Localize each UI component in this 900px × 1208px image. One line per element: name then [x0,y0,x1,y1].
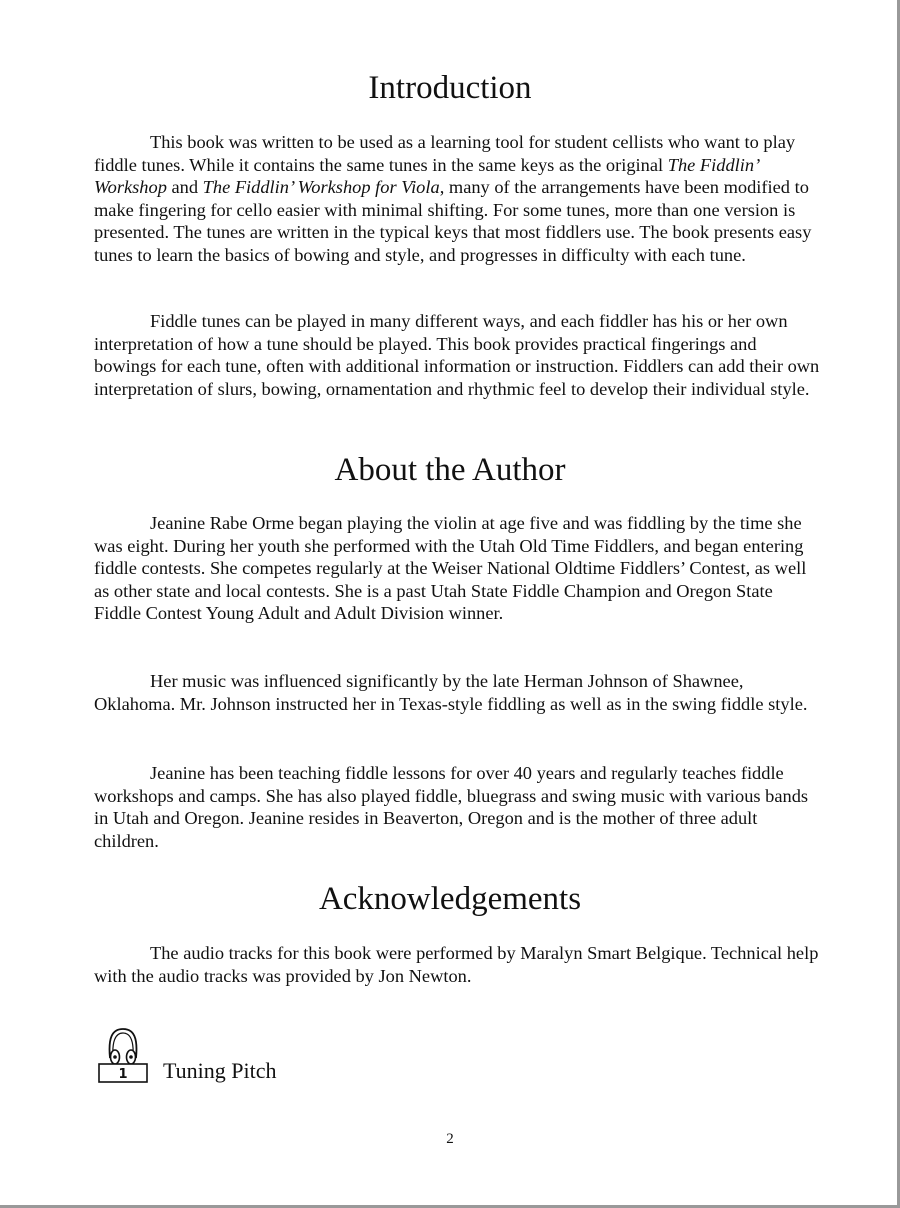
introduction-heading: Introduction [368,70,532,106]
introduction-paragraph-1 [94,131,820,266]
audio-track [97,1024,397,1088]
about-paragraph-1: Jeanine Rabe Orme began playing the violin at age five and was fiddling by the time she was eight. During her youth she performed with the Utah Old Time Fiddlers, and began entering fiddle contests. She competes regularly at the Weiser National Oldtime Fiddlers’ Contest, as well as other state and local contests. She is a past Utah State Fiddle Champion and Oregon State Fiddle Contest Young Adult and Adult Division winner. [94,513,807,623]
audio-track-label: Tuning Pitch [163,1058,277,1083]
book-title-fiddlin-workshop-viola: The Fiddlin’ Workshop for Viola [202,177,440,197]
headphones-icon [97,1024,149,1084]
intro-text-a: This book was written to be used as a learning tool for student cellists who want to play fiddle tunes. While it contains the same tunes in the same keys as the original [94,132,796,175]
about-author-heading: About the Author [334,452,566,488]
about-paragraph-2: Her music was influenced significantly by the late Herman Johnson of Shawnee, Oklahoma. Mr. Johnson instructed her in Texas-style fiddling as well as in the swing fiddle style. [94,671,808,714]
intro-text-c: and [166,177,203,197]
intro-text-e: , many of the arrangements have been modified to make fingering for cello easier with minimal shifting. For some tunes, more than one version is presented. The tunes are written in the typical keys that most fiddlers use. The book presents easy tunes to learn the basics of bowing and style, and progresses in difficulty with each tune. [94,177,812,265]
page-number: 2 [446,1131,454,1147]
introduction-paragraph-2: Fiddle tunes can be played in many different ways, and each fiddler has his or her own interpretation of how a tune should be played. This book provides practical fingerings and bowings for each tune, often with additional information or instruction. Fiddlers can add their own interpretation of slurs, bowing, ornamentation and rhythmic feel to develop their individual style. [94,311,820,399]
audio-track-number: 1 [118,1067,128,1082]
book-title-fiddlin-workshop: The Fiddlin’ Workshop [94,154,759,197]
acknowledgements-heading: Acknowledgements [318,881,582,917]
about-paragraph-3: Jeanine has been teaching fiddle lessons for over 40 years and regularly teaches fiddle workshops and camps. She has also played fiddle, bluegrass and swing music with various bands in Utah and Oregon. Jeanine resides in Beaverton, Oregon and is the mother of three adult children. [94,763,809,851]
acknowledgements-paragraph: The audio tracks for this book were performed by Maralyn Smart Belgique. Technical help with the audio tracks was provided by Jon Newton. [94,943,819,986]
